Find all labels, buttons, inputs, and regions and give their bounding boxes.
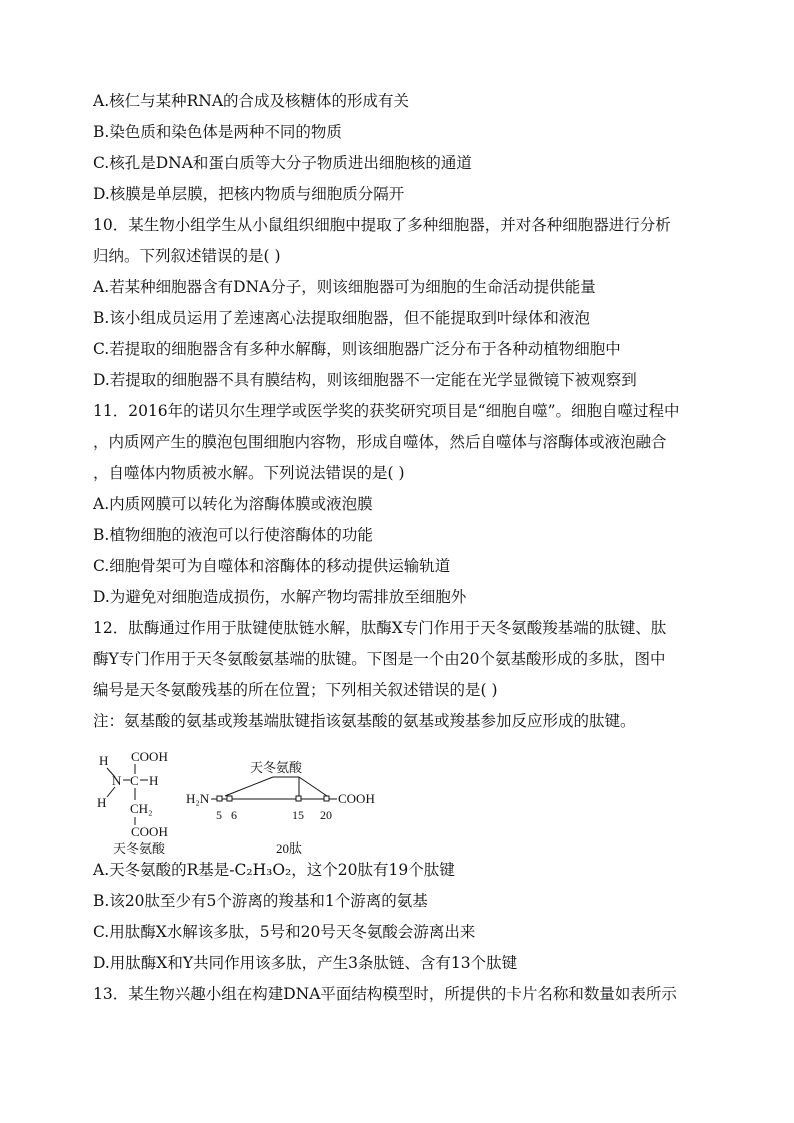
position-20: 20: [320, 808, 332, 822]
pointer-line: [225, 777, 273, 796]
peptide-cooh: COOH: [338, 791, 375, 806]
peptide-h2n: H₂N: [186, 791, 210, 806]
text-line: 注：氨基酸的氨基或羧基端肽键指该氨基酸的氨基或羧基参加反应形成的肽键。: [93, 712, 636, 730]
text-line: A.天冬氨酸的R基是-C₂H₃O₂，这个20肽有19个肽键: [93, 861, 455, 879]
text-line: B.该小组成员运用了差速离心法提取细胞器，但不能提取到叶绿体和液泡: [93, 309, 590, 327]
position-5: 5: [216, 808, 222, 822]
asp-n: N: [112, 773, 122, 788]
text-line: D.若提取的细胞器不具有膜结构，则该细胞器不一定能在光学显微镜下被观察到: [93, 371, 637, 389]
residue-5: [217, 796, 222, 801]
text-line: 酶Y专门作用于天冬氨酸氨基端的肽键。下图是一个由20个氨基酸形成的多肽，图中: [93, 650, 666, 668]
text-line: 编号是天冬氨酸残基的所在位置；下列相关叙述错误的是( ): [93, 681, 498, 699]
text-line: C.用肽酶X水解该多肽，5号和20号天冬氨酸会游离出来: [93, 923, 476, 941]
text-line: D.用肽酶X和Y共同作用该多肽，产生3条肽链、含有13个肽键: [93, 954, 518, 972]
asp-cooh-top: COOH: [131, 749, 168, 764]
asp-cooh-bottom: COOH: [131, 824, 168, 839]
text-line: B.该20肽至少有5个游离的羧基和1个游离的氨基: [93, 892, 428, 910]
asp-ch2: CH₂: [130, 801, 153, 816]
text-line: 归纳。下列叙述错误的是( ): [93, 247, 281, 265]
text-line: C.细胞骨架可为自噬体和溶酶体的移动提供运输轨道: [93, 557, 451, 575]
pointer-line: [299, 777, 327, 796]
asp-caption: 天冬氨酸: [113, 841, 166, 856]
position-15: 15: [292, 808, 304, 822]
text-line: B.植物细胞的液泡可以行使溶酶体的功能: [93, 526, 373, 544]
text-line: 10．某生物小组学生从小鼠组织细胞中提取了多种细胞器，并对各种细胞器进行分析: [93, 216, 671, 234]
residue-15: [296, 796, 301, 801]
text-line: 11．2016年的诺贝尔生理学或医学奖的获奖研究项目是“细胞自噬”。细胞自噬过程中: [93, 402, 680, 420]
bond: [107, 787, 115, 797]
peptide-figure: [93, 745, 393, 860]
text-line: B.染色质和染色体是两种不同的物质: [93, 123, 342, 141]
asp-h-top: H: [99, 753, 109, 768]
asp-h-right: H: [149, 773, 159, 788]
text-line: ，自噬体内物质被水解。下列说法错误的是( ): [93, 464, 405, 482]
residue-6: [227, 796, 232, 801]
text-line: 13．某生物兴趣小组在构建DNA平面结构模型时，所提供的卡片名称和数量如表所示: [93, 985, 677, 1003]
asp-c: C: [130, 773, 139, 788]
position-6: 6: [231, 808, 237, 822]
text-line: 12．肽酶通过作用于肽键使肽链水解，肽酶X专门作用于天冬氨酸羧基端的肽键、肽: [93, 619, 667, 637]
text-line: D.为避免对细胞造成损伤，水解产物均需排放至细胞外: [93, 588, 467, 606]
text-line: A.核仁与某种RNA的合成及核糖体的形成有关: [93, 92, 410, 110]
text-line: A.内质网膜可以转化为溶酶体膜或液泡膜: [93, 495, 373, 513]
text-line: C.核孔是DNA和蛋白质等大分子物质进出细胞核的通道: [93, 154, 472, 172]
peptide-chain-diagram: [186, 760, 375, 856]
asp-h-bottom: H: [97, 795, 107, 810]
peptide-asp-label: 天冬氨酸: [250, 760, 303, 775]
text-line: ，内质网产生的膜泡包围细胞内容物，形成自噬体，然后自噬体与溶酶体或液泡融合: [93, 433, 667, 451]
peptide-caption: 20肽: [276, 841, 303, 856]
residue-20: [324, 796, 329, 801]
text-line: D.核膜是单层膜，把核内物质与细胞质分隔开: [93, 185, 405, 203]
text-line: C.若提取的细胞器含有多种水解酶，则该细胞器广泛分布于各种动植物细胞中: [93, 340, 621, 358]
aspartic-acid-structure: [97, 749, 168, 856]
text-line: A.若某种细胞器含有DNA分子，则该细胞器可为细胞的生命活动提供能量: [93, 278, 596, 296]
